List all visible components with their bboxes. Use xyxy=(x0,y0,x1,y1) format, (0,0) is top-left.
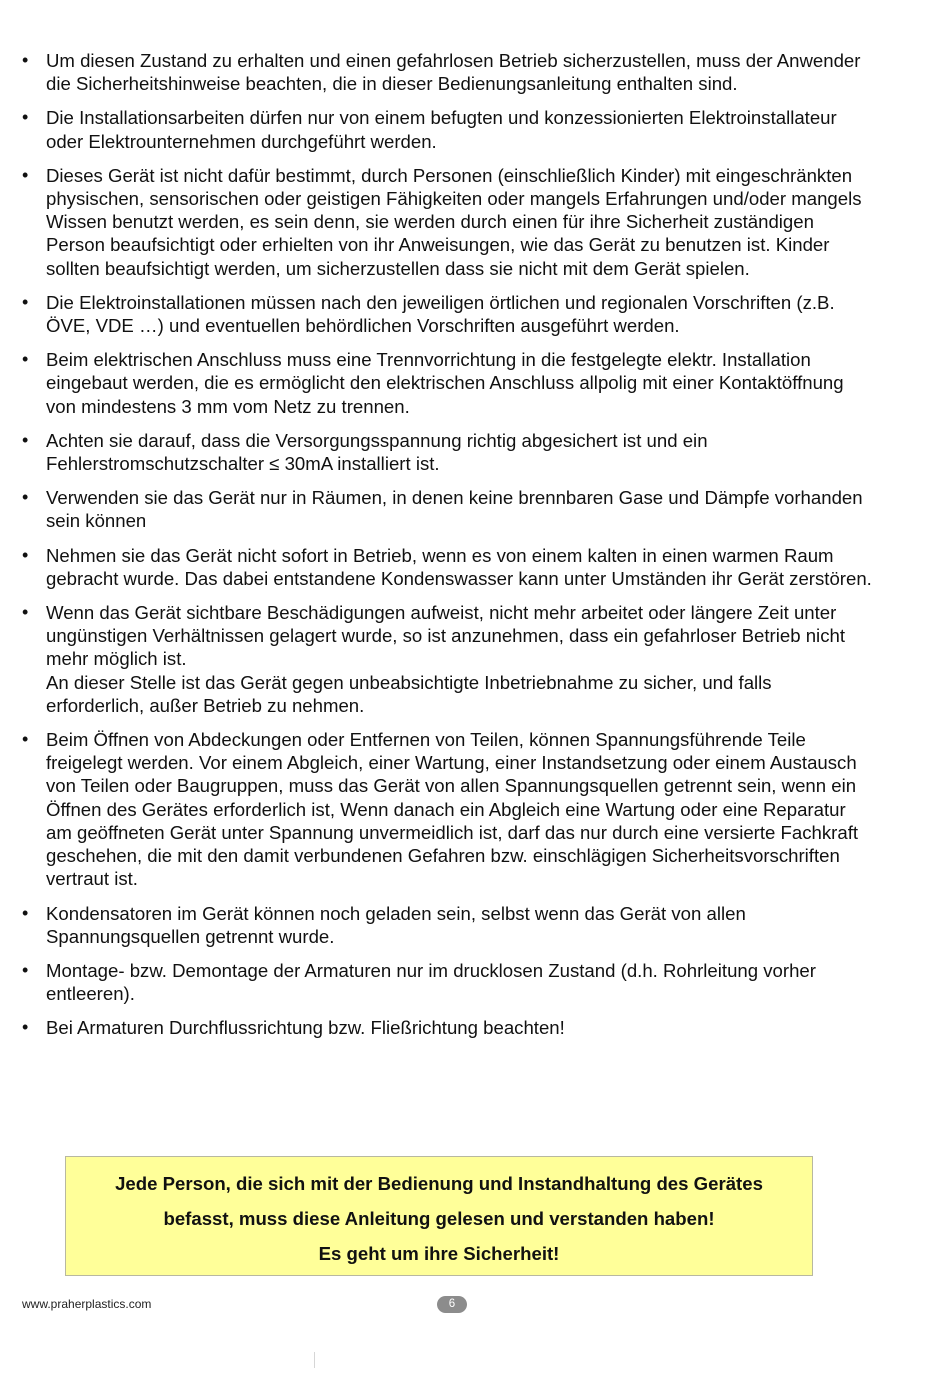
bullet-item xyxy=(22,959,872,1005)
page-divider-mark xyxy=(314,1352,315,1368)
bullet-item xyxy=(22,1016,872,1039)
bullet-text: Dieses Gerät ist nicht dafür bestimmt, durch Personen (einschließlich Kinder) mit eingeschränkten physischen, sensorischen oder geistigen Fähigkeiten oder mangels Erfahrungen und/oder mangels Wissen benutzt werden, es sein denn, sie werden durch einen für ihre Sicherheit zuständigen Person beaufsichtigt oder erhielten von ihr Anweisungen, wie das Gerät zu benutzen ist. Kinder sollten beaufsichtigt werden, um sicherzustellen dass sie nicht mit dem Gerät spielen. xyxy=(46,164,862,279)
bullet-dot-icon: • xyxy=(22,959,29,980)
bullet-text: Beim elektrischen Anschluss muss eine Trennvorrichtung in die festgelegte elektr. Installation eingebaut werden, die es ermöglicht den elektrischen Anschluss allpolig mit einer Kontaktöffnung von mindestens 3 mm vom Netz zu trennen. xyxy=(46,349,844,417)
footer-website-link[interactable]: www.praherplastics.com xyxy=(22,1297,152,1311)
bullet-dot-icon: • xyxy=(22,544,29,565)
bullet-item xyxy=(22,291,872,337)
bullet-item xyxy=(22,601,872,717)
notice-line-1: Jede Person, die sich mit der Bedienung und Instandhaltung des Gerätes xyxy=(115,1173,763,1194)
bullet-dot-icon: • xyxy=(22,602,29,623)
bullet-text: Um diesen Zustand zu erhalten und einen gefahrlosen Betrieb sicherzustellen, muss der Anwender die Sicherheitshinweise beachten, die in dieser Bedienungsanleitung enthalten sind. xyxy=(46,50,861,95)
bullet-text: Montage- bzw. Demontage der Armaturen nur im drucklosen Zustand (d.h. Rohrleitung vorher entleeren). xyxy=(46,959,816,1005)
bullet-item xyxy=(22,486,872,532)
page-number-badge: 6 xyxy=(437,1296,467,1313)
bullet-item xyxy=(22,49,872,95)
bullet-dot-icon: • xyxy=(22,291,29,312)
bullet-text: Bei Armaturen Durchflussrichtung bzw. Fließrichtung beachten! xyxy=(46,1017,565,1039)
bullet-dot-icon: • xyxy=(22,50,29,70)
bullet-text: Kondensatoren im Gerät können noch geladen sein, selbst wenn das Gerät von allen Spannungsquellen getrennt wurde. xyxy=(46,902,746,947)
bullet-dot-icon: • xyxy=(22,164,29,185)
bullet-item xyxy=(22,106,872,152)
bullet-dot-icon: • xyxy=(22,487,29,508)
bullet-text: Nehmen sie das Gerät nicht sofort in Betrieb, wenn es von einem kalten in einen warmen Raum gebracht wurde. Das dabei entstandene Kondenswasser kann unter Umständen ihr Gerät zerstören. xyxy=(46,544,872,589)
bullet-item xyxy=(22,348,872,418)
bullet-item xyxy=(22,728,872,890)
safety-instructions-list xyxy=(22,49,872,1051)
bullet-item xyxy=(22,902,872,948)
bullet-text: An dieser Stelle ist das Gerät gegen unbeabsichtigte Inbetriebnahme zu sicher, und falls erforderlich, außer Betrieb zu nehmen. xyxy=(46,671,772,716)
bullet-item xyxy=(22,544,872,590)
bullet-dot-icon: • xyxy=(22,1017,29,1038)
notice-line-2: befasst, muss diese Anleitung gelesen und verstanden haben! xyxy=(163,1208,715,1229)
bullet-text: Achten sie darauf, dass die Versorgungsspannung richtig abgesichert ist und ein Fehlerstromschutzschalter ≤ 30mA installiert ist. xyxy=(46,429,708,475)
bullet-item xyxy=(22,429,872,475)
bullet-dot-icon: • xyxy=(22,107,29,128)
bullet-text: Beim Öffnen von Abdeckungen oder Entfernen von Teilen, können Spannungsführende Teile freigelegt werden. Vor einem Abgleich, einer Wartung, einer Instandsetzung oder einem Austausch von Teilen oder Baugruppen, muss das Gerät von allen Spannungsquellen getrennt sein, wenn ein Öffnen des Gerätes erforderlich ist, Wenn danach ein Abgleich eine Wartung oder eine Reparatur am geöffneten Gerät unter Spannung unvermeidlich ist, darf das nur durch eine versierte Fachkraft geschehen, die mit den damit verbundenen Gefahren bzw. einschlägigen Sicherheitsvorschriften vertraut ist. xyxy=(46,729,859,890)
safety-notice-box xyxy=(65,1156,813,1276)
bullet-dot-icon: • xyxy=(22,729,29,750)
bullet-text: Die Elektroinstallationen müssen nach den jeweiligen örtlichen und regionalen Vorschriften (z.B. ÖVE, VDE …) und eventuellen behördlichen Vorschriften ausgeführt werden. xyxy=(46,291,835,337)
bullet-dot-icon: • xyxy=(22,902,29,923)
bullet-dot-icon: • xyxy=(22,429,29,450)
bullet-text: Verwenden sie das Gerät nur in Räumen, in denen keine brennbaren Gase und Dämpfe vorhanden sein können xyxy=(46,487,863,532)
bullet-item xyxy=(22,164,872,280)
bullet-text: Wenn das Gerät sichtbare Beschädigungen aufweist, nicht mehr arbeitet oder längere Zeit unter ungünstigen Verhältnissen gelagert wurde, so ist anzunehmen, dass ein gefahrloser Betrieb nicht mehr möglich ist. xyxy=(46,602,845,670)
bullet-dot-icon: • xyxy=(22,349,29,370)
bullet-text: Die Installationsarbeiten dürfen nur von einem befugten und konzessionierten Elektroinstallateur oder Elektrounternehmen durchgeführt werden. xyxy=(46,107,837,152)
notice-line-3: Es geht um ihre Sicherheit! xyxy=(318,1243,560,1264)
